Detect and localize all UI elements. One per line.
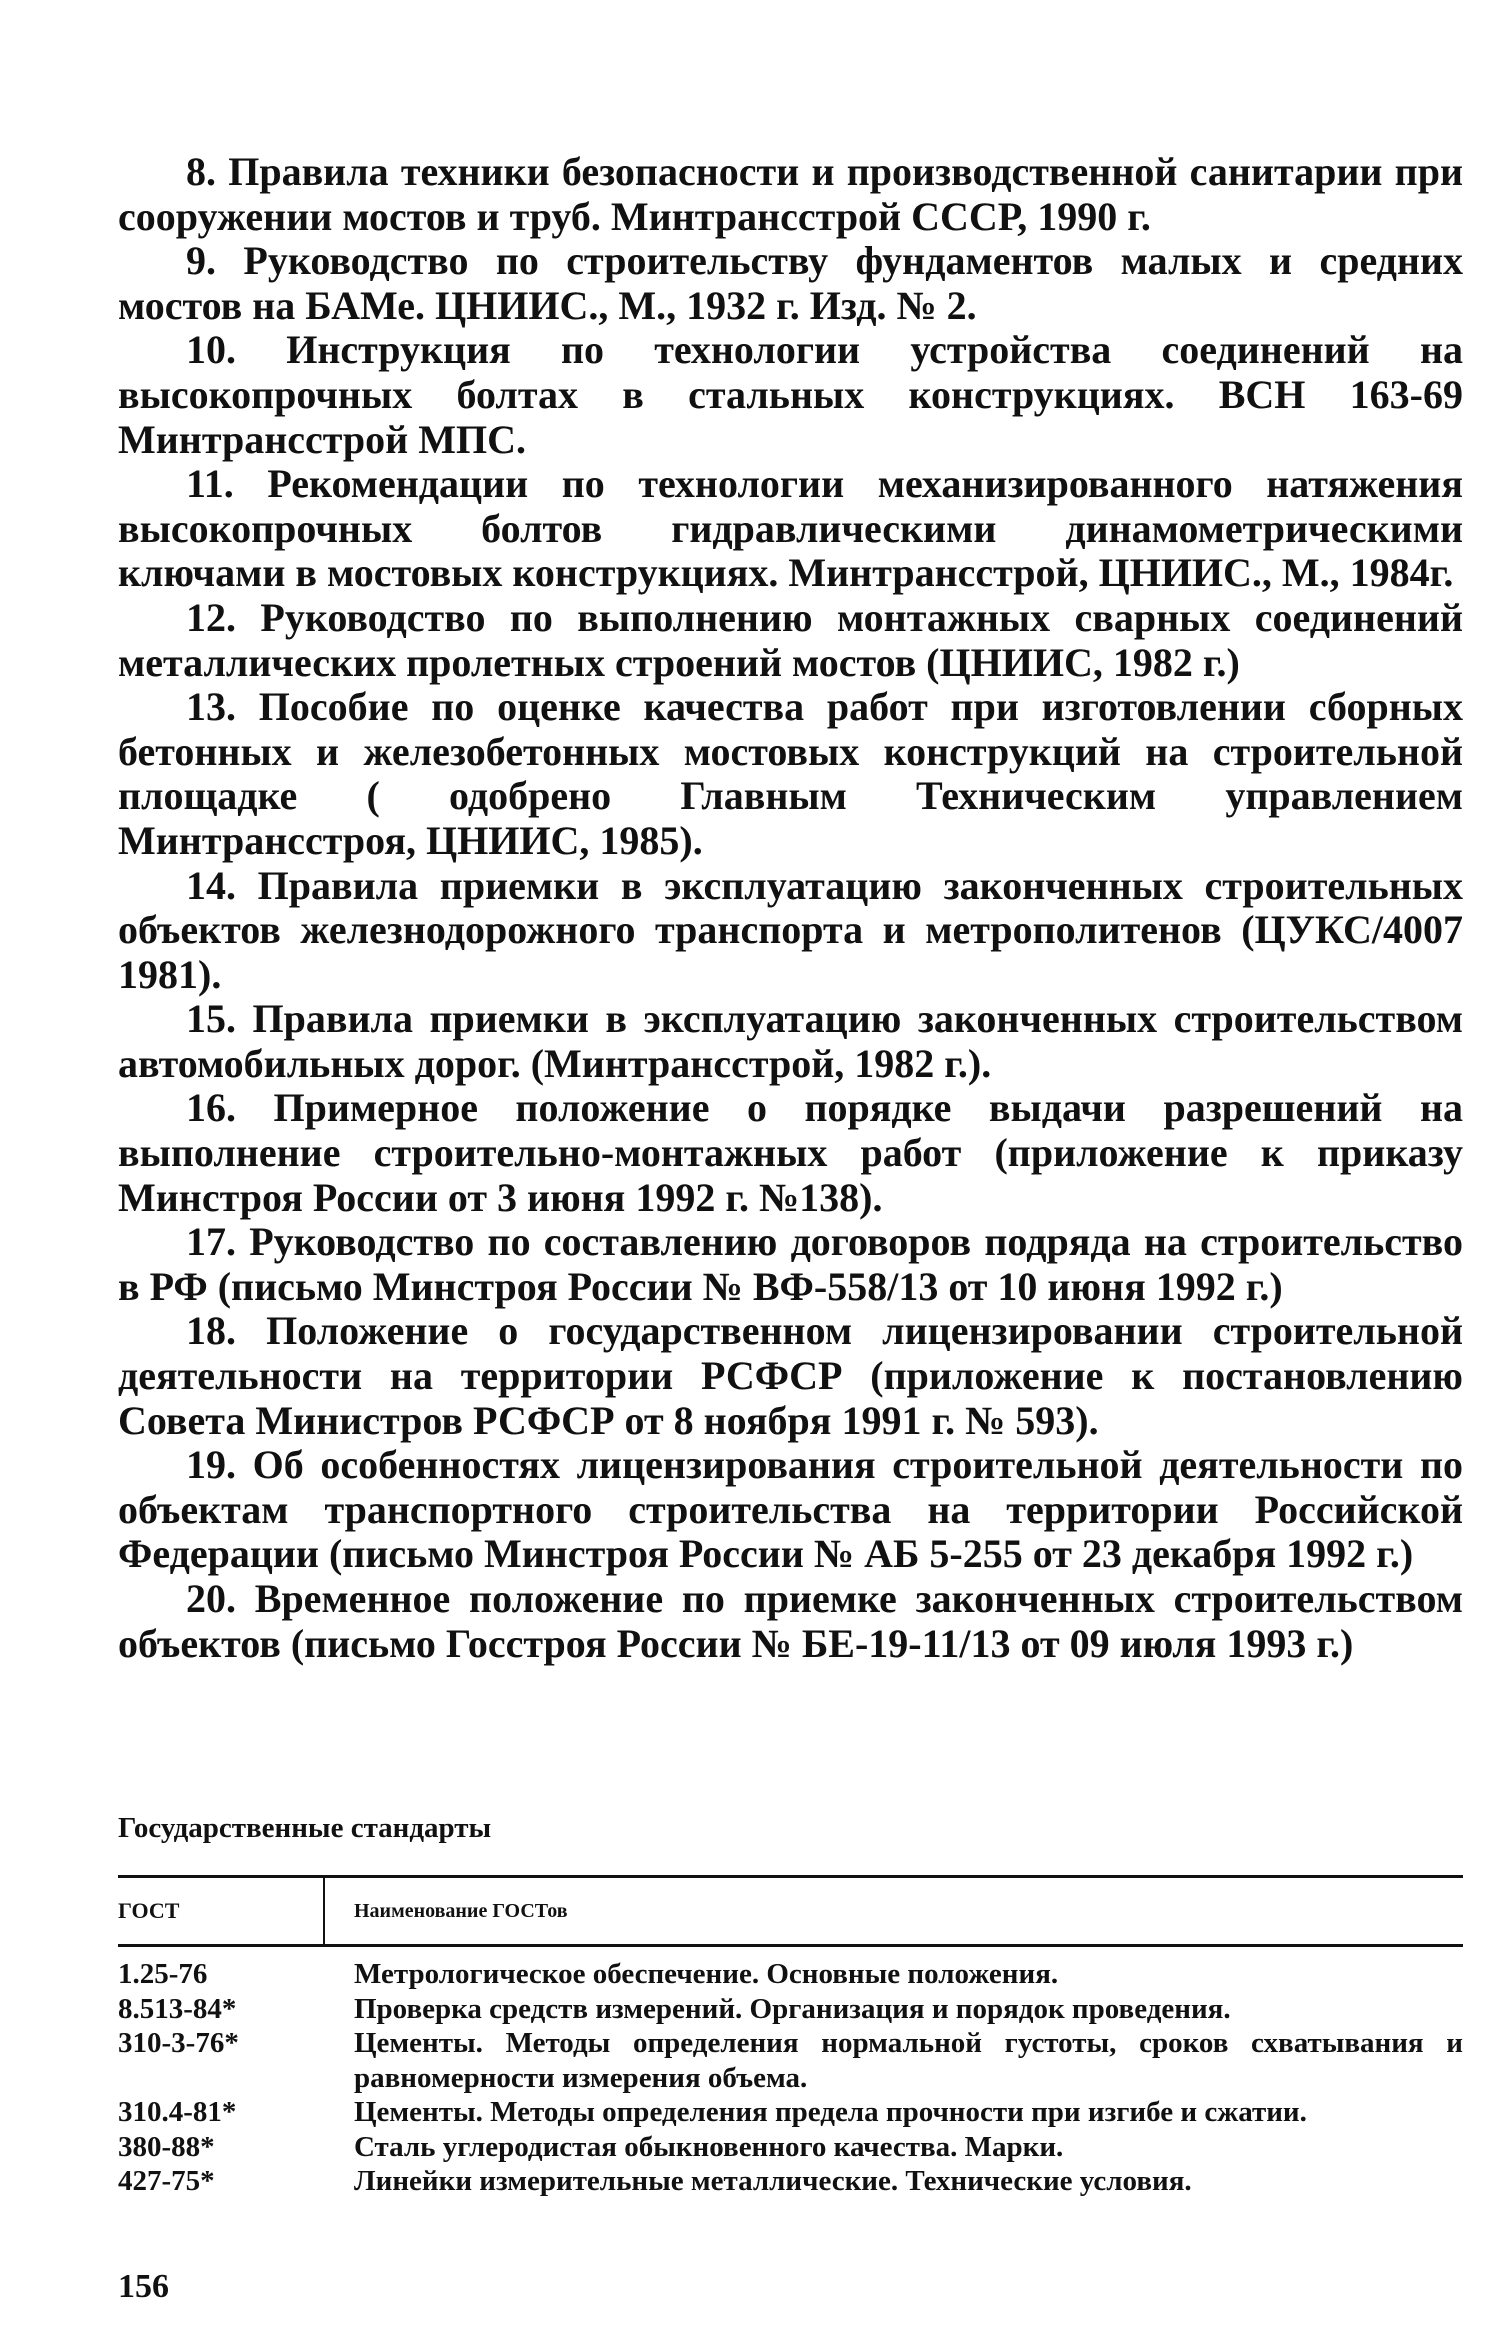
column-divider (323, 1878, 325, 1944)
gost-code: 310.4-81* (118, 2096, 237, 2128)
gost-name: Цементы. Методы определения предела прочности при изгибе и сжатии. (354, 2096, 1307, 2128)
reference-list (118, 150, 1463, 1666)
gost-code: 1.25-76 (118, 1958, 208, 1990)
table-row (118, 2130, 1463, 2165)
reference-item: 17. Руководство по составлению договоров подряда на строительство в РФ (письмо Минстроя России № ВФ-558/13 от 10 июня 1992 г.) (118, 1219, 1463, 1309)
reference-item: 16. Примерное положение о порядке выдачи разрешений на выполнение строительно-монтажных работ (приложение к приказу Минстроя России от 3 июня 1992 г. №138). (118, 1085, 1463, 1220)
reference-item: 9. Руководство по строительству фундаментов малых и средних мостов на БАМе. ЦНИИС., М., 1932 г. Изд. № 2. (118, 238, 1463, 328)
section-title: Государственные стандарты (118, 1812, 492, 1844)
table-row (118, 1957, 1463, 1992)
table-row (118, 2095, 1463, 2130)
table-header (118, 1878, 1463, 1947)
reference-item: 8. Правила техники безопасности и производственной санитарии при сооружении мостов и труб. Минтрансстрой СССР, 1990 г. (118, 149, 1463, 239)
gost-name: Метрологическое обеспечение. Основные положения. (354, 1958, 1059, 1990)
column-header-code: ГОСТ (118, 1898, 180, 1923)
gost-code: 8.513-84* (118, 1992, 237, 2025)
column-header-name: Наименование ГОСТов (354, 1900, 568, 1922)
reference-item: 20. Временное положение по приемке законченных строительством объектов (письмо Госстроя России № БЕ-19-11/13 от 09 июля 1993 г.) (118, 1576, 1463, 1666)
reference-item: 18. Положение о государственном лицензировании строительной деятельности на территории РСФСР (приложение к постановлению Совета Министров РСФСР от 8 ноября 1991 г. № 593). (118, 1308, 1463, 1443)
reference-item: 13. Пособие по оценке качества работ при изготовлении сборных бетонных и железобетонных мостовых конструкций на строительной площадке ( одобрено Главным Техническим управлением Минтрансстроя, ЦНИИС, 1985). (118, 684, 1463, 863)
table-row (118, 1992, 1463, 2027)
reference-item: 11. Рекомендации по технологии механизированного натяжения высокопрочных болтов гидравлическими динамометрическими ключами в мостовых конструкциях. Минтрансстрой, ЦНИИС., М., 1984г. (118, 461, 1463, 596)
gost-name: Сталь углеродистая обыкновенного качества. Марки. (354, 2130, 1064, 2163)
reference-item: 19. Об особенностях лицензирования строительной деятельности по объектам транспортного строительства на территории Российской Федерации (письмо Минстроя России № АБ 5-255 от 23 декабря 1992 г.) (118, 1442, 1463, 1577)
gost-code: 427-75* (118, 2165, 215, 2197)
reference-item: 10. Инструкция по технологии устройства соединений на высокопрочных болтах в стальных конструкциях. ВСН 163-69 Минтрансстрой МПС. (118, 327, 1463, 462)
table-row (118, 2026, 1463, 2095)
gost-name: Линейки измерительные металлические. Технические условия. (354, 2165, 1192, 2197)
reference-item: 12. Руководство по выполнению монтажных сварных соединений металлических пролетных строений мостов (ЦНИИС, 1982 г.) (118, 594, 1463, 685)
reference-item: 15. Правила приемки в эксплуатацию законченных строительством автомобильных дорог. (Минтрансстрой, 1982 г.). (118, 996, 1463, 1086)
table-body (118, 1947, 1463, 2199)
gost-code: 310-3-76* (118, 2027, 239, 2059)
standards-table (118, 1875, 1463, 2199)
gost-name: Проверка средств измерений. Организация и порядок проведения. (354, 1992, 1231, 2025)
reference-item: 14. Правила приемки в эксплуатацию законченных строительных объектов железнодорожного транспорта и метрополитенов (ЦУКС/4007 1981). (118, 862, 1463, 997)
gost-name: Цементы. Методы определения нормальной густоты, сроков схватывания и равномерности измерения объема. (354, 2027, 1463, 2094)
gost-code: 380-88* (118, 2130, 215, 2163)
page-number: 156 (118, 2268, 169, 2305)
table-row (118, 2164, 1463, 2199)
